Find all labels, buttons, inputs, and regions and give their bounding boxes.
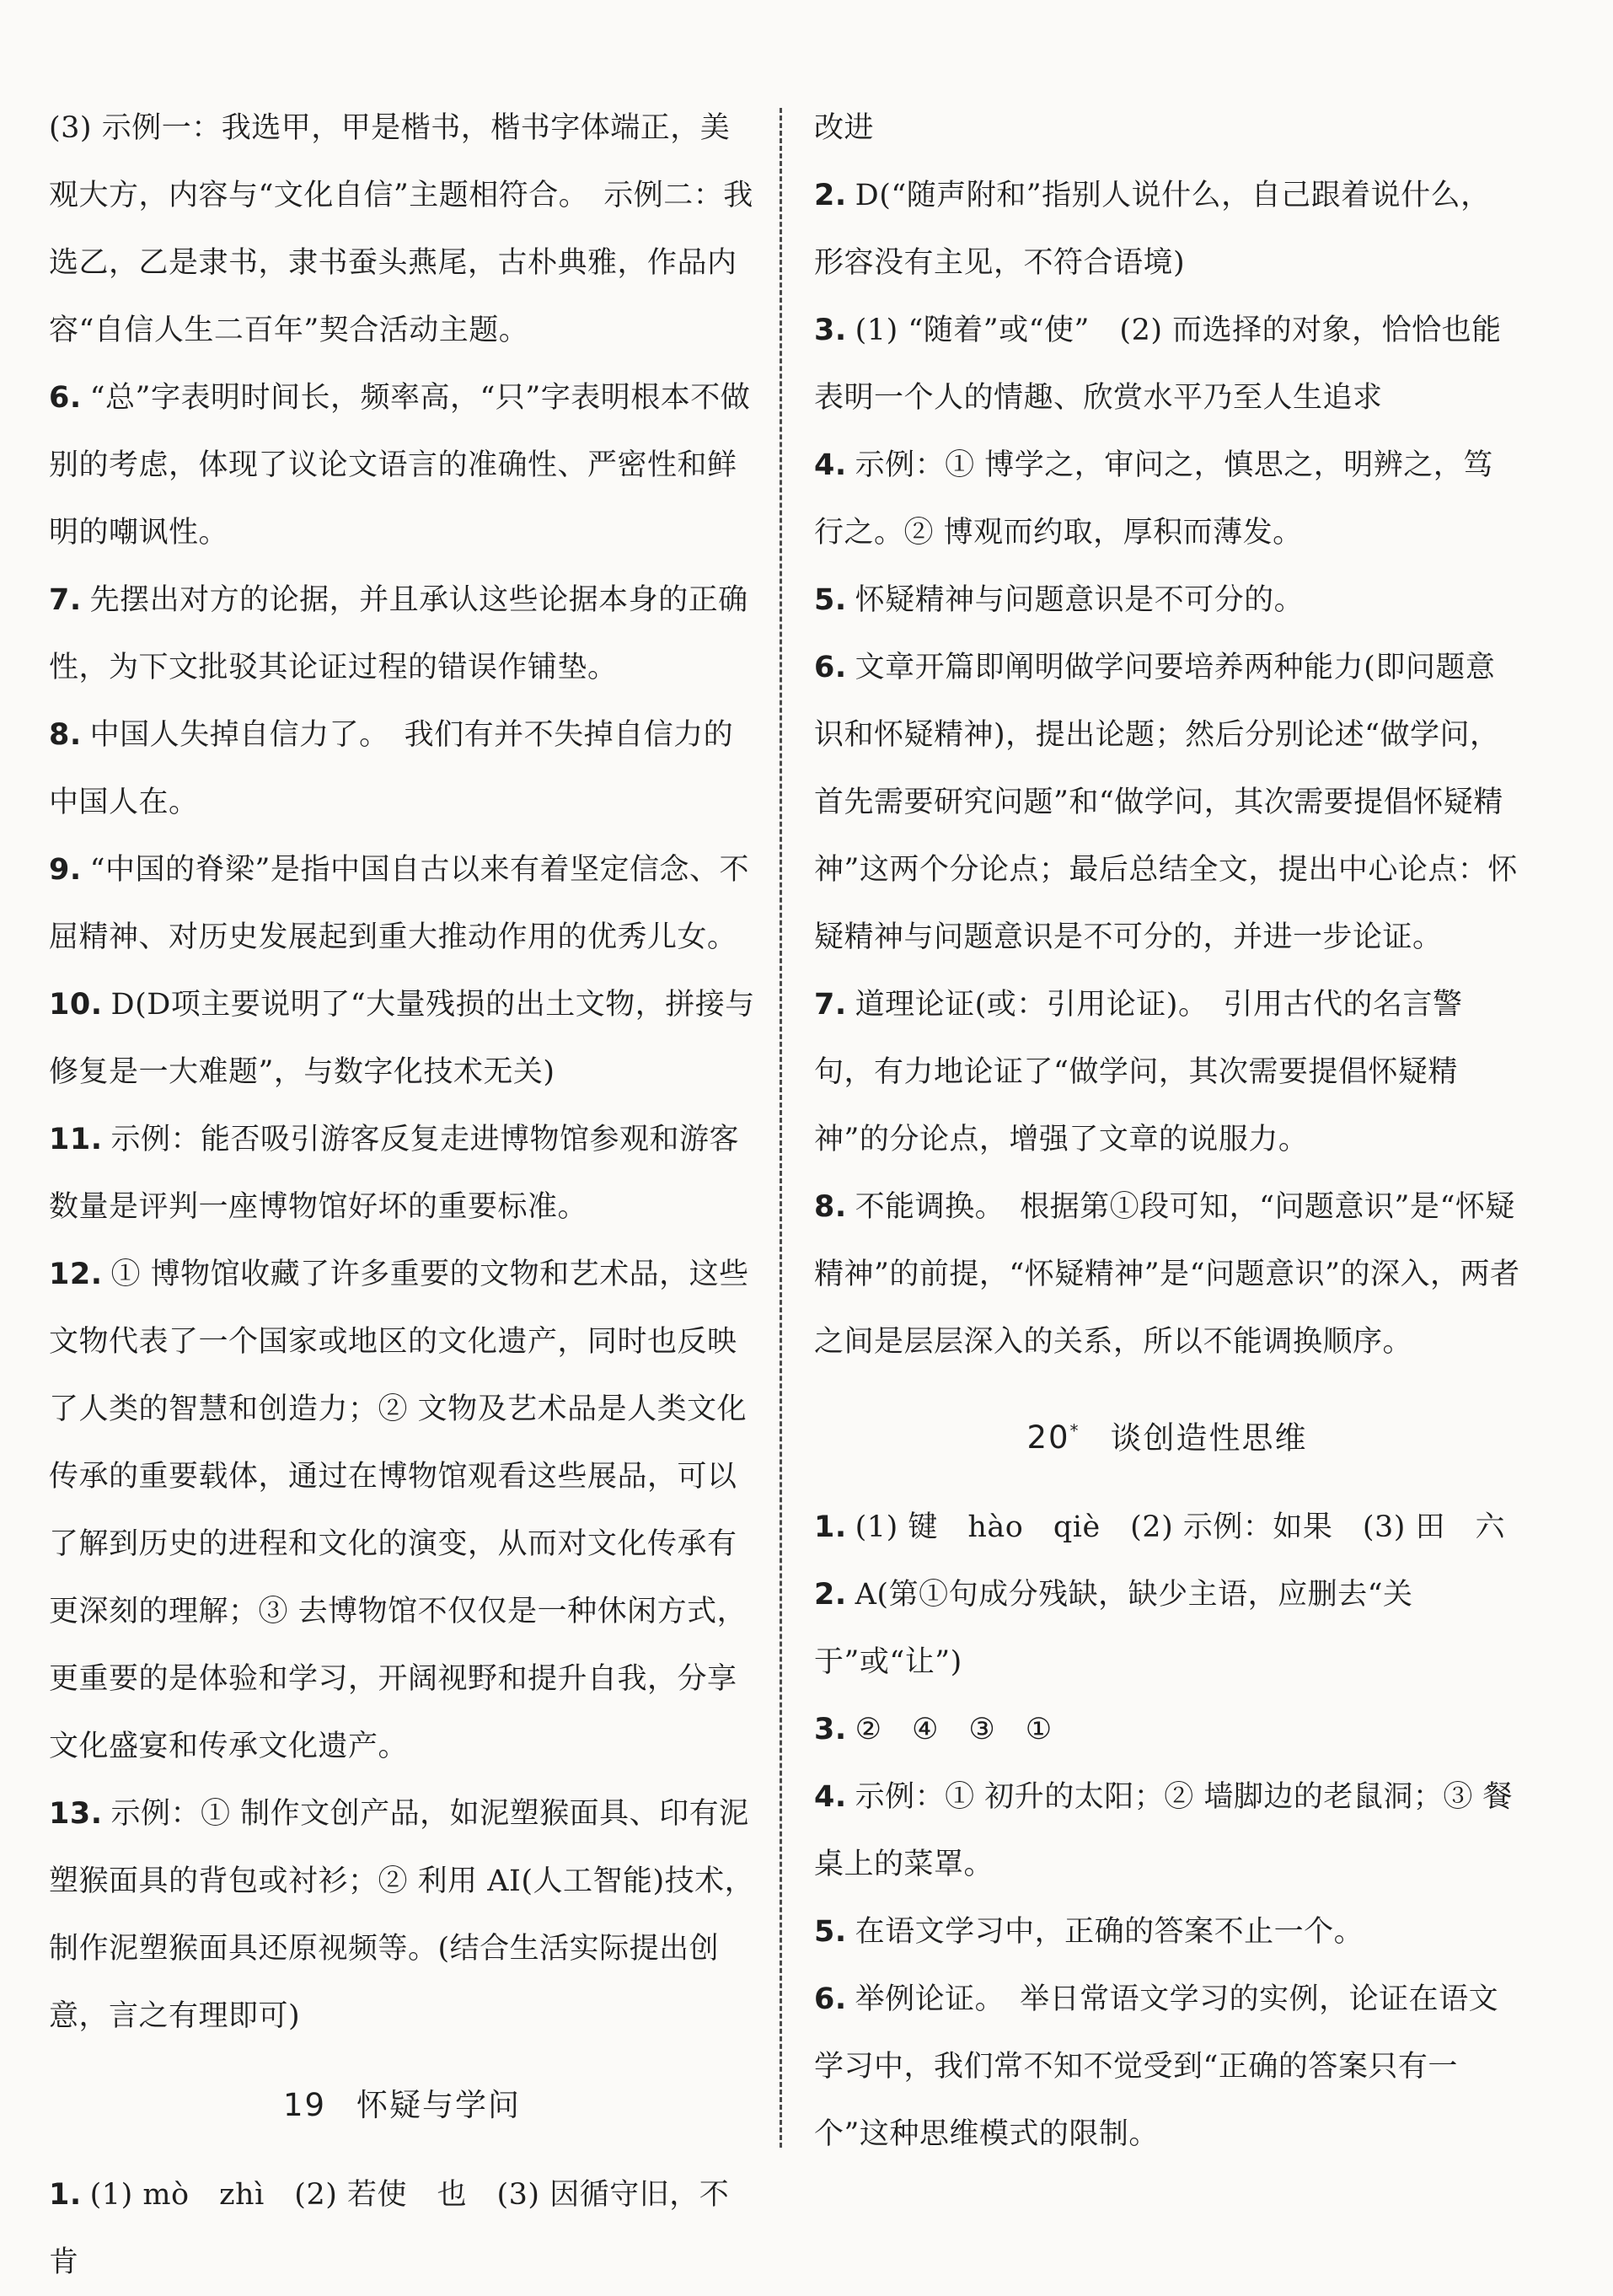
answer-item [49, 701, 755, 836]
item-text: ② ④ ③ ① [855, 1713, 1053, 1747]
item-number: 1. [49, 2178, 82, 2212]
answer-item [49, 364, 755, 566]
column-divider [780, 108, 782, 2148]
item-text: 文章开篇即阐明做学问要培养两种能力(即问题意识和怀疑精神)，提出论题；然后分别论述“做学问，首先需要研究问题”和“做学问，其次需要提倡怀疑精神”这两个分论点；最后总结全文，提出中心论点：怀疑精神与问题意识是不可分的，并进一步论证。 [814, 651, 1518, 954]
item-text: 示例：① 博学之，审问之，慎思之，明辨之，笃行之。② 博观而约取，厚积而薄发。 [814, 448, 1493, 550]
item-text: D(D项主要说明了“大量残损的出土文物，拼接与修复是一大难题”，与数字化技术无关) [49, 988, 755, 1089]
item-text: 不能调换。 根据第①段可知，“问题意识”是“怀疑精神”的前提，“怀疑精神”是“问题意识”的深入，两者之间是层层深入的关系，所以不能调换顺序。 [814, 1190, 1520, 1359]
item-number: 5. [814, 1915, 847, 1950]
item-text: 怀疑精神与问题意识是不可分的。 [855, 583, 1305, 617]
item-number: 3. [814, 314, 847, 347]
item-number: 10. [49, 988, 103, 1022]
item-number: 8. [49, 718, 82, 752]
item-number: 6. [814, 1982, 847, 2017]
answer-item [814, 1763, 1520, 1898]
item-number: 2. [814, 179, 847, 212]
item-number: 5. [814, 583, 847, 617]
item-text: A(第①句成分残缺，缺少主语，应删去“关于”或“让”) [814, 1578, 1413, 1680]
section-title-19 [49, 2072, 755, 2139]
answer-item [814, 1696, 1520, 1763]
left-blocks-after [49, 2161, 755, 2296]
item-text: (1) mò zhì (2) 若使 也 (3) 因循守旧，不肯 [49, 2178, 730, 2279]
answer-item [814, 297, 1520, 432]
answer-item [814, 1561, 1520, 1696]
section-number: 19 [282, 2087, 327, 2123]
item-number: 4. [814, 1780, 847, 1815]
item-text: 示例：① 初升的太阳；② 墙脚边的老鼠洞；③ 餐桌上的菜罩。 [814, 1780, 1514, 1882]
answer-item [814, 971, 1520, 1173]
item-text: 在语文学习中，正确的答案不止一个。 [855, 1915, 1364, 1950]
item-number: 6. [49, 381, 82, 415]
item-text: 举例论证。 举日常语文学习的实例，论证在语文学习中，我们常不知不觉受到“正确的答案只有一个”这种思维模式的限制。 [814, 1982, 1499, 2152]
item-number: 11. [49, 1123, 103, 1156]
answer-item [49, 2161, 755, 2296]
answer-item [814, 1173, 1520, 1376]
item-number: 6. [814, 651, 847, 684]
answer-item [814, 1966, 1520, 2168]
item-number: 12. [49, 1258, 103, 1291]
answer-item [49, 566, 755, 701]
item-text: (1) 键 hào qiè (2) 示例：如果 (3) 田 六 [855, 1510, 1506, 1545]
answer-item [814, 94, 1520, 162]
section-title: 怀疑与学问 [356, 2087, 522, 2123]
answer-item [49, 971, 755, 1106]
item-number: 4. [814, 448, 847, 482]
item-text: 示例：能否吸引游客反复走进博物馆参观和游客数量是评判一座博物馆好坏的重要标准。 [49, 1123, 740, 1224]
section-title: 谈创造性思维 [1110, 1419, 1308, 1456]
answer-item [814, 634, 1520, 971]
item-text: (3) 示例一：我选甲，甲是楷书，楷书字体端正，美观大方，内容与“文化自信”主题相符合。 示例二：我选乙，乙是隶书，隶书蚕头燕尾，古朴典雅，作品内容“自信人生二百年”契合活动主题。 [49, 111, 753, 347]
item-number: 9. [49, 853, 82, 887]
answer-item [814, 1494, 1520, 1561]
item-number: 1. [814, 1510, 847, 1545]
item-text: 中国人失掉自信力了。 我们有并不失掉自信力的中国人在。 [49, 718, 734, 819]
left-blocks-before [49, 94, 755, 2050]
item-text: 改进 [814, 111, 875, 145]
answer-item [49, 836, 755, 971]
item-number: 7. [49, 583, 82, 617]
right-column [814, 94, 1520, 2168]
item-number: 7. [814, 988, 847, 1022]
item-text: 先摆出对方的论据，并且承认这些论据本身的正确性，为下文批驳其论证过程的错误作铺垫。 [49, 583, 748, 684]
answer-item [49, 94, 755, 364]
item-number: 3. [814, 1713, 847, 1747]
answer-item [814, 162, 1520, 297]
item-text: D(“随声附和”指别人说什么，自己跟着说什么，形容没有主见，不符合语境) [814, 179, 1491, 280]
item-number: 8. [814, 1190, 847, 1224]
answer-item [814, 1898, 1520, 1966]
item-text: 示例：① 制作文创产品，如泥塑猴面具、印有泥塑猴面具的背包或衬衫；② 利用 AI(人工智能)技术，制作泥塑猴面具还原视频等。(结合生活实际提出创意，言之有理即可) [49, 1797, 755, 2033]
answer-item [814, 566, 1520, 634]
right-blocks-before [814, 94, 1520, 1376]
item-text: ① 博物馆收藏了许多重要的文物和艺术品，这些文物代表了一个国家或地区的文化遗产，同时也反映了人类的智慧和创造力；② 文物及艺术品是人类文化传承的重要载体，通过在博物馆观看这些展品，可以了解到历史的进程和文化的演变，从而对文化传承有更深刻的理解；③ 去博物馆不仅仅是一种休闲方式，更重要的是体验和学习，开阔视野和提升自我，分享文化盛宴和传承文化遗产。 [49, 1258, 749, 1763]
item-number: 2. [814, 1578, 847, 1612]
right-blocks-after [814, 1494, 1520, 2168]
optional-mark: * [1069, 1421, 1080, 1441]
left-column [49, 94, 755, 2296]
section-title-20 [814, 1397, 1520, 1472]
item-text: (1) “随着”或“使” (2) 而选择的对象，恰恰也能表明一个人的情趣、欣赏水平乃至人生追求 [814, 314, 1502, 415]
item-text: “总”字表明时间长，频率高，“只”字表明根本不做别的考虑，体现了议论文语言的准确性、严密性和鲜明的嘲讽性。 [49, 381, 751, 550]
item-number: 13. [49, 1797, 103, 1831]
answer-item [49, 1780, 755, 2050]
section-number-value: 20 [1026, 1419, 1070, 1456]
item-text: 道理论证(或：引用论证)。 引用古代的名言警句，有力地论证了“做学问，其次需要提倡怀疑精神”的分论点，增强了文章的说服力。 [814, 988, 1463, 1156]
answer-item [49, 1106, 755, 1241]
section-number [1026, 1419, 1080, 1456]
item-text: “中国的脊梁”是指中国自古以来有着坚定信念、不屈精神、对历史发展起到重大推动作用的优秀儿女。 [49, 853, 749, 954]
answer-item [814, 432, 1520, 566]
answer-item [49, 1241, 755, 1780]
